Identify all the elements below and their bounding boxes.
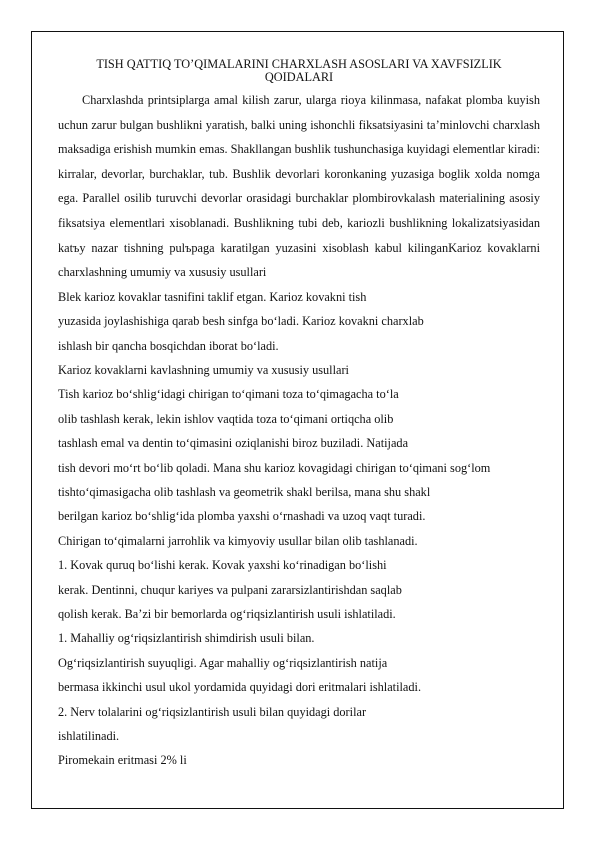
document-body: [58, 58, 540, 773]
text-line: 1. Mahalliy og‘riqsizlantirish shimdirish usuli bilan.: [58, 631, 315, 646]
paragraph-1-text: Charxlashda printsiplarga amal kilish zarur, ularga rioya kilinmasa, nafakat plomba kuyish uchun zarur bulgan bushlikni yaratish, balki uning ishonchli fiksatsiyasini ta’minlovchi charxlash maksadiga erishish mumkin emas. Shakllangan bushlik tushunchasiga kuyidagi elementlar kiradi: kirralar, devorlar, burchaklar, tub. Bushlik devorlari koronkaning yuzasiga boglik xolda nomga ega. Parallel osilib turuvchi devorlar orasidagi burchaklar plombirovkalash materialining asosiy fiksatsiya elementlari xisoblanadi. Bushlikning tubi deb, kariozli bushlikning lokalizatsiyasidan katъy nazar tishning pulъpaga karatilgan yuzasini xisoblash kabul kilinganKarioz kovaklarni charxlashning umumiy va xususiy usullari: [58, 93, 540, 280]
title-line-2: QOIDALARI: [264, 70, 334, 84]
text-line: Blek karioz kovaklar tasnifini taklif etgan. Karioz kovakni tish: [58, 289, 367, 304]
text-line: ishlash bir qancha bosqichdan iborat bo‘ladi.: [58, 338, 279, 353]
text-line: olib tashlash kerak, lekin ishlov vaqtida toza to‘qimani ortiqcha olib: [58, 411, 394, 426]
text-line: qolish kerak. Ba’zi bir bemorlarda og‘riqsizlantirish usuli ishlatiladi.: [58, 607, 396, 622]
text-line: Og‘riqsizlantirish suyuqligi. Agar mahalliy og‘riqsizlantirish natija: [58, 655, 388, 670]
text-line: Chirigan to‘qimalarni jarrohlik va kimyoviy usullar bilan olib tashlanadi.: [58, 533, 418, 548]
text-line: Karioz kovaklarni kavlashning umumiy va xususiy usullari: [58, 362, 349, 377]
text-line: bermasa ikkinchi usul ukol yordamida quyidagi dori eritmalari ishlatiladi.: [58, 680, 422, 695]
text-line: tashlash emal va dentin to‘qimasini oziqlanishi biroz buziladi. Natijada: [58, 436, 409, 451]
title-line-1: TISH QATTIQ TO’QIMALARINI CHARXLASH ASOSLARI VA XAVFSIZLIK: [96, 57, 502, 71]
body-lines: [58, 285, 540, 773]
paragraph-1: [58, 88, 540, 285]
text-line: 2. Nerv tolalarini og‘riqsizlantirish usuli bilan quyidagi dorilar: [58, 704, 367, 719]
text-line: kerak. Dentinni, chuqur kariyes va pulpani zararsizlantirishdan saqlab: [58, 582, 402, 597]
text-line: 1. Kovak quruq bo‘lishi kerak. Kovak yaxshi ko‘rinadigan bo‘lishi: [58, 558, 387, 573]
text-line: tish devori mo‘rt bo‘lib qoladi. Mana shu karioz kovagidagi chirigan to‘qimani sog‘lom: [58, 460, 491, 475]
text-line: berilgan karioz bo‘shlig‘ida plomba yaxshi o‘rnashadi va uzoq vaqt turadi.: [58, 509, 426, 524]
text-line: Piromekain eritmasi 2% li: [58, 753, 187, 768]
document-title: [58, 58, 540, 84]
text-line: Tish karioz bo‘shlig‘idagi chirigan to‘qimani toza to‘qimagacha to‘la: [58, 387, 399, 402]
text-line: yuzasida joylashishiga qarab besh sinfga bo‘ladi. Karioz kovakni charxlab: [58, 314, 424, 329]
text-line: ishlatilinadi.: [58, 729, 120, 744]
text-line: tishto‘qimasigacha olib tashlash va geometrik shakl berilsa, mana shu shakl: [58, 485, 431, 499]
